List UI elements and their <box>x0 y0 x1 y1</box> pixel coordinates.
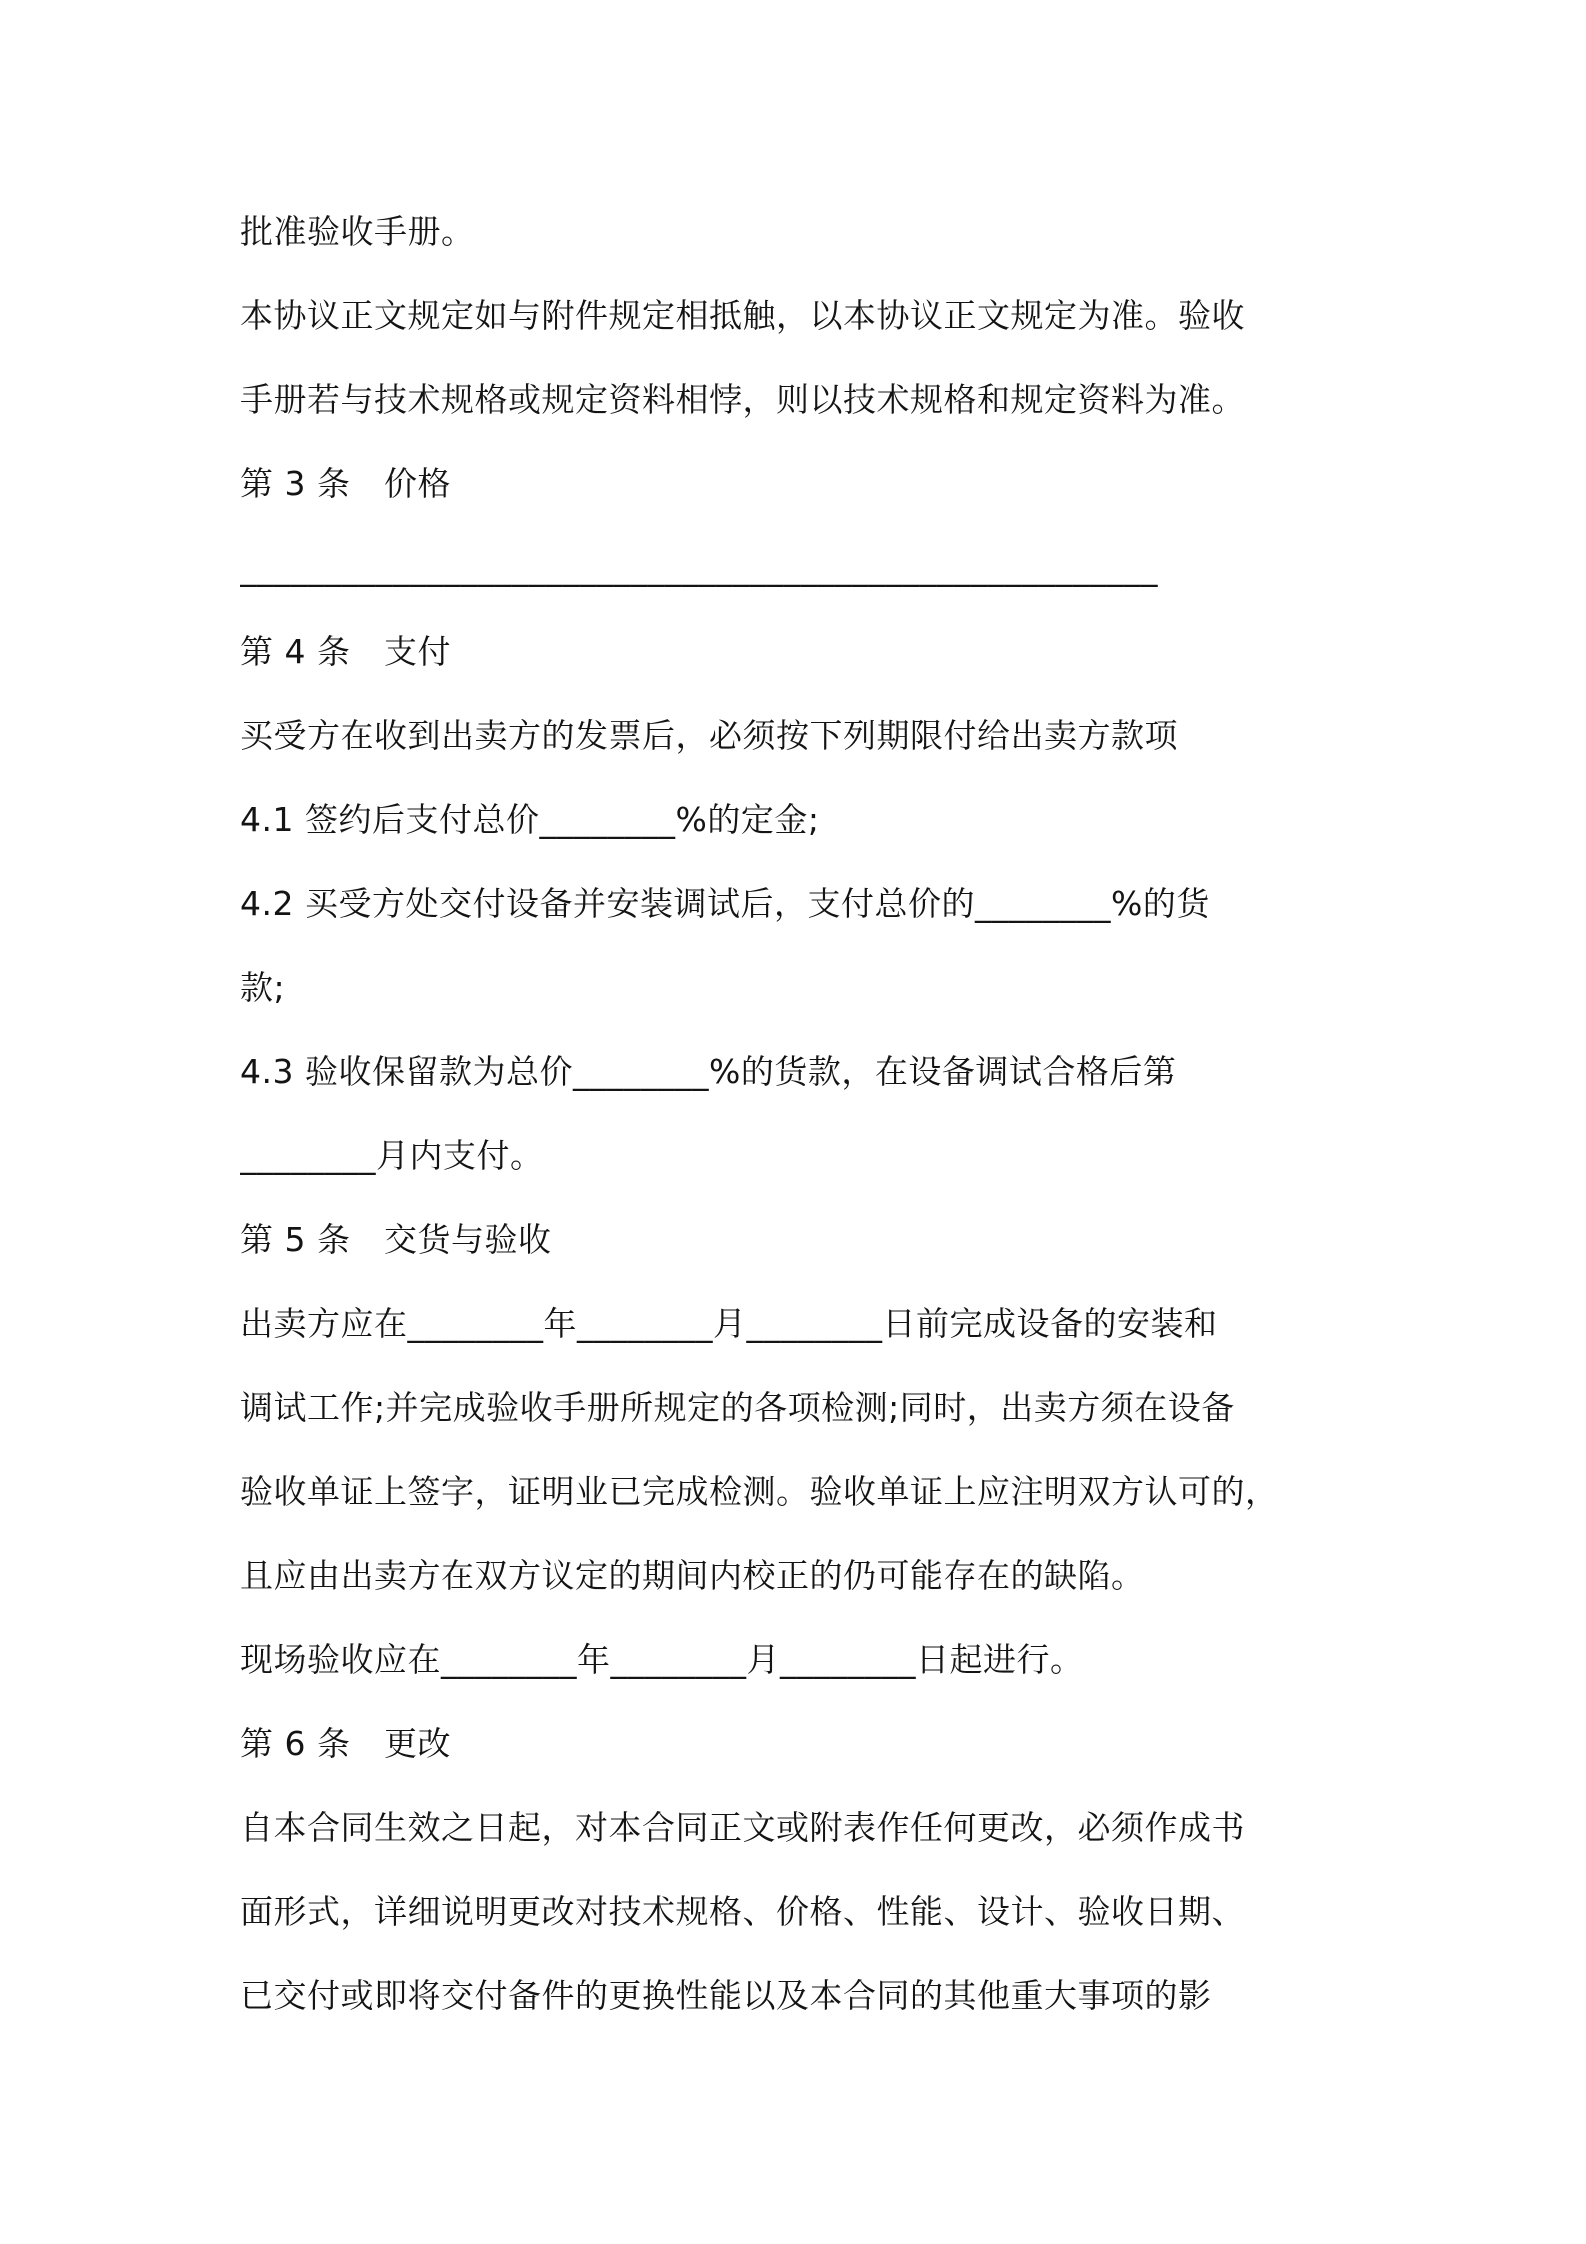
text-line: 自本合同生效之日起，对本合同正文或附表作任何更改，必须作成书 <box>240 1808 1245 1847</box>
text-line: 验收单证上签字，证明业已完成检测。验收单证上应注明双方认可的， <box>240 1472 1279 1511</box>
article-heading: 第 6 条 更改 <box>240 1724 451 1763</box>
clause-line: 4.3 验收保留款为总价________%的货款，在设备调试合格后第 <box>240 1052 1177 1091</box>
article-heading: 第 4 条 支付 <box>240 632 451 671</box>
text-line: 且应由出卖方在双方议定的期间内校正的仍可能存在的缺陷。 <box>240 1556 1145 1595</box>
text-line: 调试工作;并完成验收手册所规定的各项检测;同时，出卖方须在设备 <box>240 1388 1235 1427</box>
text-line: 面形式，详细说明更改对技术规格、价格、性能、设计、验收日期、 <box>240 1892 1245 1931</box>
text-line: 已交付或即将交付备件的更换性能以及本合同的其他重大事项的影 <box>240 1976 1212 2015</box>
text-line: 手册若与技术规格或规定资料相悖，则以技术规格和规定资料为准。 <box>240 380 1245 419</box>
article-heading: 第 5 条 交货与验收 <box>240 1220 552 1259</box>
blank-line: ______________________________________________________ <box>240 548 1158 587</box>
text-line: 本协议正文规定如与附件规定相抵触，以本协议正文规定为准。验收 <box>240 296 1245 335</box>
text-line: 买受方在收到出卖方的发票后，必须按下列期限付给出卖方款项 <box>240 716 1178 755</box>
text-line: 款; <box>240 968 286 1007</box>
clause-line: 4.2 买受方处交付设备并安装调试后，支付总价的________%的货 <box>240 884 1210 923</box>
clause-line: 4.1 签约后支付总价________%的定金; <box>240 800 820 839</box>
text-line: 批准验收手册。 <box>240 212 475 251</box>
article-heading: 第 3 条 价格 <box>240 464 451 503</box>
text-line: 出卖方应在________年________月________日前完成设备的安装和 <box>240 1304 1218 1343</box>
document-page <box>240 200 1360 2038</box>
text-line: 现场验收应在________年________月________日起进行。 <box>240 1640 1084 1679</box>
text-line: ________月内支付。 <box>240 1136 544 1175</box>
